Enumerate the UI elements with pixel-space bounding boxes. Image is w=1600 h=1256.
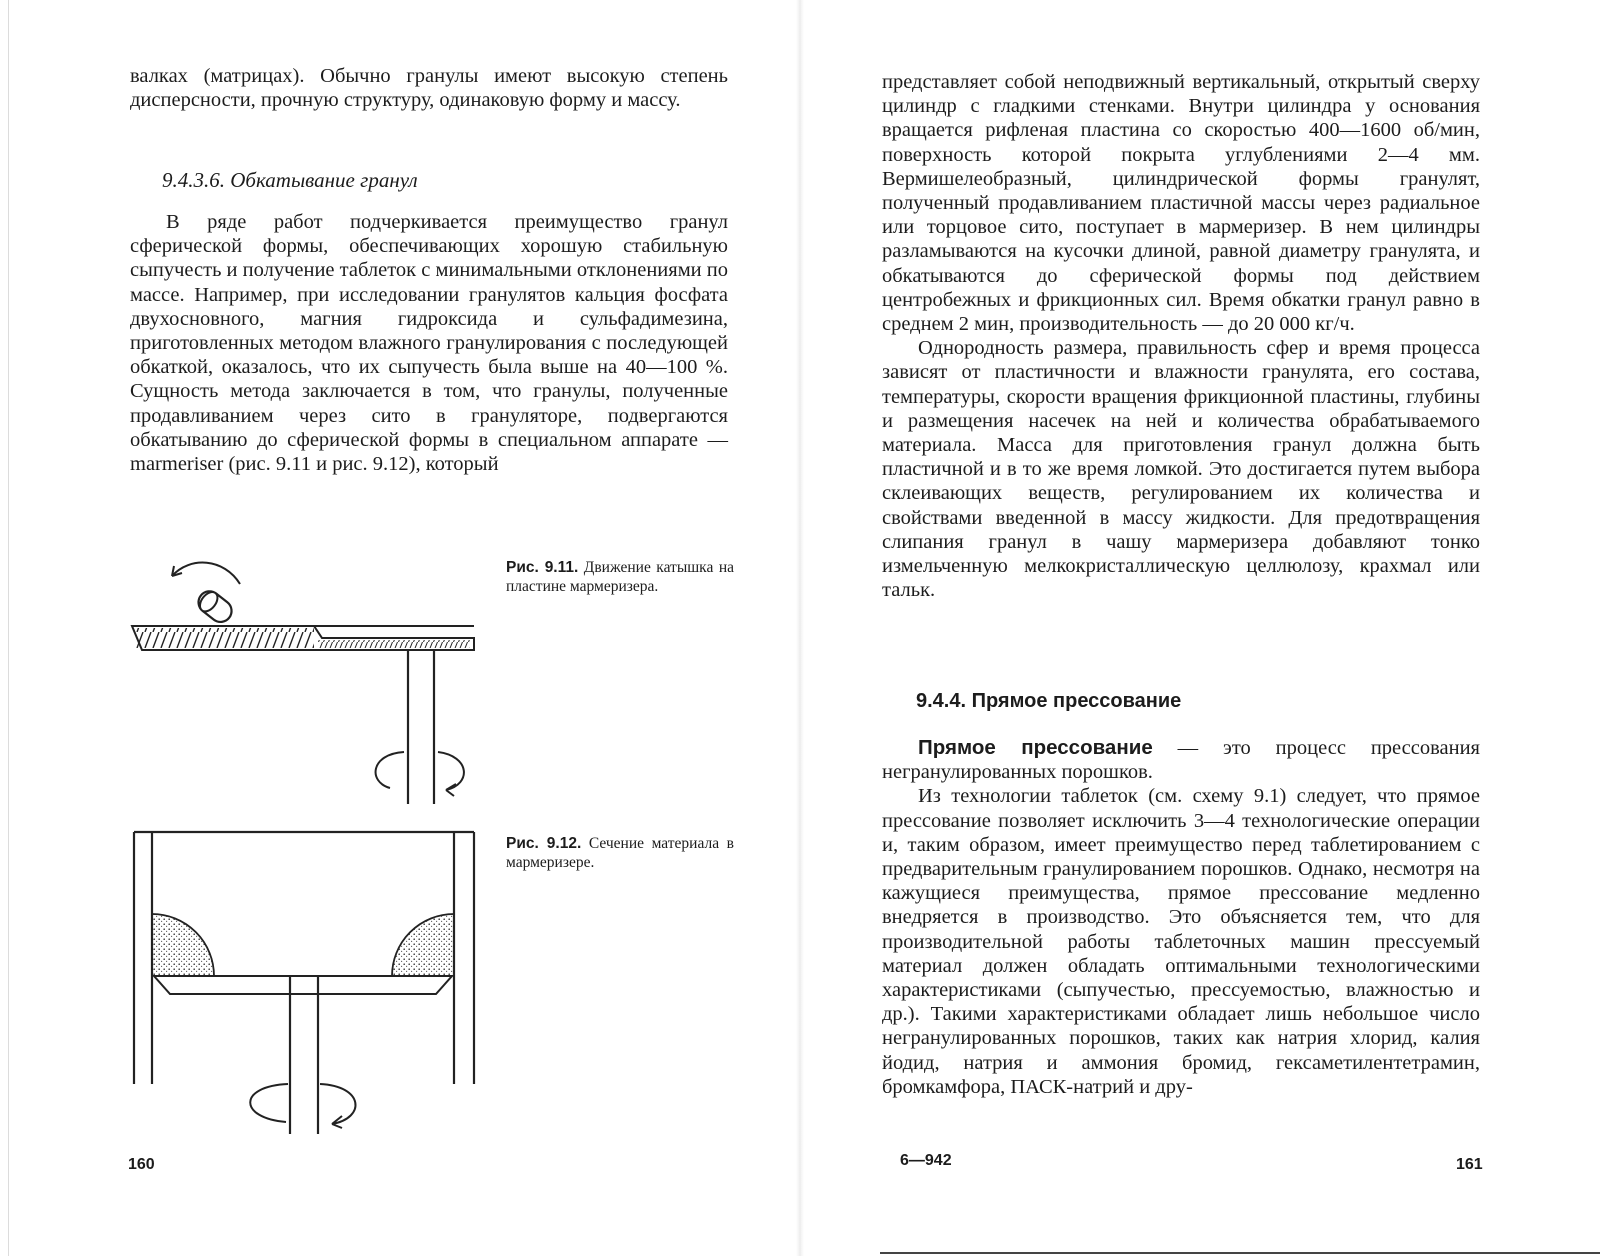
signature-mark: 6—942 [900,1152,952,1169]
left-paragraph-1 [130,64,728,112]
figure-caption-text: Сечение материала в мармеризере. [506,835,735,871]
defined-term: Прямое прессование [918,736,1153,759]
plate-grooves [136,628,314,648]
figure-label: Рис. 9.12. [506,835,582,852]
bottom-rotation-arc-right [438,752,464,790]
bottom-rotation-arc-left [376,752,404,788]
page-number-left: 160 [128,1156,155,1173]
rotating-plate [154,976,452,994]
paragraph-text: Из технологии таблеток (см. схему 9.1) следует, что прямое прессование позволяет исключить 3—4 технологические операции и, таким образом, имеет преимущество перед таблетированием с предварительным гранулированием порошков. Однако, несмотря на кажущиеся преимущества, прямое прессование медленно внедряется в производство. Это объясняется тем, что для производительной работы таблеточных машин прессуемый материал должен обладать оптимальными технологическими характеристиками (сыпучестью, прессуемостью, влажностью и др.). Такими характеристиками обладает лишь небольшое число негранулированных порошков, таких как натрия хлорид, калия йодид, натрия и аммония бромид, гексаметилентетрамин, бромкамфора, ПАСК-натрий и дру- [882,785,1480,1098]
rotation-arc-left [250,1084,288,1122]
pellet-cylinder [194,587,236,627]
paragraph-text: представляет собой неподвижный вертикальный, открытый сверху цилиндр с гладкими стенками. Внутри цилиндра у основания вращается рифленая пластина со скоростью 400—1600 об/мин, поверхность которой покрыта углублениями 2—4 мм. Вермишелеобразный, цилиндрической формы гранулят, полученный продавливанием пластичной массы через радиальное или торцовое сито, поступает в мармеризер. В нем цилиндры разламываются на кусочки длиной, равной диаметру гранулята, и обкатываются до сферической формы под действием центробежных и фрикционных сил. Время обкатки гранул равно в среднем 2 мин, производительность — до 20 000 кг/ч. [882,71,1480,336]
paragraph-text: Однородность размера, правильность сфер и время процесса зависят от пластичности и влажности гранулята, его состава, температуры, скорости вращения фрикционной пластины, глубины и размещения насечек на ней и количества обрабатываемого материала. Масса для приготовления гранул должна быть пластичной и в то же время ломкой. Это достигается путем выбора склеивающих веществ, регулированием их количества и свойствами введенной в массу жидкости. Для предотвращения слипания гранул в чашу мармеризера добавляют тонко измельченную мелкокристаллическую целлюлозу, крахмал или тальк. [882,337,1480,602]
rotation-arc [172,563,240,584]
arrow-head [446,784,456,796]
right-paragraphs-top [882,70,1480,602]
plate-fine-grooves [318,640,470,648]
paragraph-text: В ряде работ подчеркивается преимущество гранул сферической формы, обеспечивающих хорошую стабильную сыпучесть и получение таблеток с минимальными отклонениями по массе. Например, при исследовании гранулятов кальция фосфата двухосновного, магния гидроксида и сульфадимезина, приготовленных методом влажного гранулирования с последующей обкаткой, оказалось, что их сыпучесть была выше на 40—100 %. Сущность метода заключается в том, что гранулы, полученные продавливанием через сито в грануляторе, подвергаются обкатыванию до сферической формы в специальном аппарате — marmeriser (рис. 9.11 и рис. 9.12), который [130,211,728,476]
figure-9-12-marmeriser-section-diagram [128,828,480,1140]
figure-caption-text: Движение катышка на пластине мармеризера. [506,559,734,595]
figure-label: Рис. 9.11. [506,559,579,576]
rotation-arc-right [320,1084,355,1124]
page-number-right: 161 [1456,1156,1483,1173]
left-paragraph-2 [130,210,728,476]
figure-9-12-caption [506,834,734,872]
subsection-title: 9.4.3.6. Обкатывание гранул [162,168,418,192]
section-title: 9.4.4. Прямое прессование [916,690,1182,712]
paragraph-definition [882,736,1480,784]
figure-9-11-caption [506,558,734,596]
figure-9-11-marmeriser-plate-diagram [128,552,480,808]
paragraph-text: — это процесс прессования негранулированных порошков. [882,737,1480,784]
right-paragraphs-bottom [882,736,1480,1099]
right-page [800,0,1600,1256]
paragraph-text: валках (матрицах). Обычно гранулы имеют высокую степень дисперсности, прочную структуру, одинаковую форму и массу. [130,65,728,112]
